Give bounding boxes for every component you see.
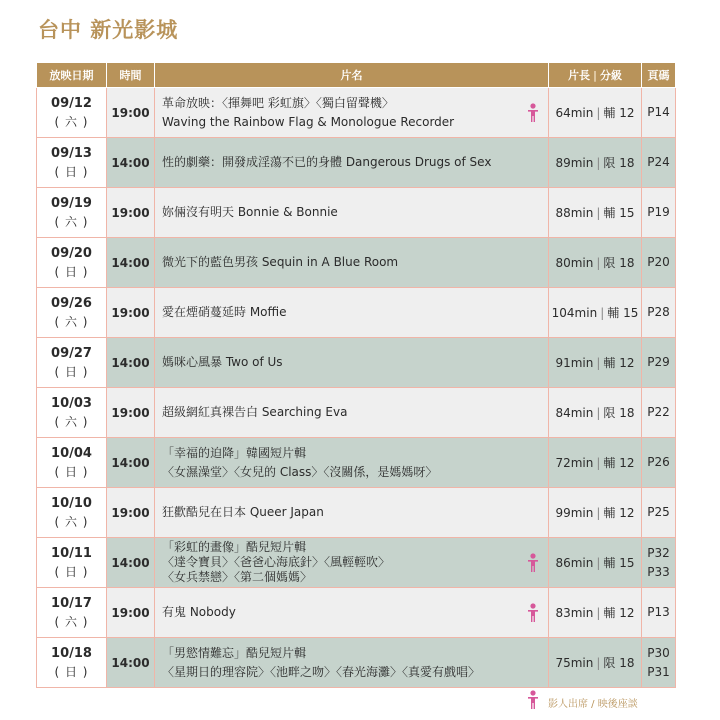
length-rating: 80min | 限 18	[549, 238, 642, 288]
film-title	[155, 138, 549, 188]
table-row	[37, 438, 676, 488]
screening-time: 19:00	[107, 288, 155, 338]
person-icon	[526, 103, 540, 123]
weekday: ( 六 )	[54, 514, 89, 529]
film-title-line: 性的劇藥：開發成淫蕩不已的身體 Dangerous Drugs of Sex	[162, 155, 492, 169]
date-value: 10/11	[51, 545, 92, 561]
film-title-line: 革命放映：〈揮舞吧 彩虹旗〉〈獨白留聲機〉	[162, 95, 394, 110]
weekday: ( 日 )	[54, 364, 89, 379]
screening-date	[37, 488, 107, 538]
page-ref	[642, 138, 676, 188]
film-rating: 輔 12	[603, 106, 635, 120]
length-rating: 84min | 限 18	[549, 388, 642, 438]
person-icon	[526, 553, 540, 573]
table-row	[37, 538, 676, 588]
weekday: ( 日 )	[54, 664, 89, 679]
film-title-line: 有鬼 Nobody	[162, 605, 236, 619]
page-number: P20	[647, 255, 670, 269]
page-ref	[642, 388, 676, 438]
film-title	[155, 638, 549, 688]
weekday: ( 日 )	[54, 164, 89, 179]
page-number: P28	[647, 305, 670, 319]
table-row	[37, 588, 676, 638]
weekday: ( 六 )	[54, 414, 89, 429]
film-length: 64min	[555, 106, 594, 120]
page-number: P26	[647, 455, 670, 469]
page-number: P13	[647, 605, 670, 619]
film-length: 88min	[555, 206, 594, 220]
table-row	[37, 288, 676, 338]
film-title	[155, 538, 549, 588]
length-rating: 88min | 輔 15	[549, 188, 642, 238]
film-title-line: 微光下的藍色男孩 Sequin in A Blue Room	[162, 255, 399, 269]
page-ref	[642, 488, 676, 538]
screening-time: 19:00	[107, 488, 155, 538]
film-rating: 限 18	[603, 656, 635, 670]
page-ref	[642, 588, 676, 638]
film-title-line: 超級網紅真裸告白 Searching Eva	[162, 405, 348, 419]
page-ref	[642, 288, 676, 338]
page-title: 台中 新光影城	[38, 18, 179, 42]
length-rating: 64min | 輔 12	[549, 88, 642, 138]
length-rating: 89min | 限 18	[549, 138, 642, 188]
weekday: ( 六 )	[54, 614, 89, 629]
header-rating: 分級	[600, 69, 623, 82]
table-row	[37, 488, 676, 538]
film-rating: 限 18	[603, 256, 635, 270]
screening-date	[37, 438, 107, 488]
length-rating: 75min | 限 18	[549, 638, 642, 688]
weekday: ( 六 )	[54, 114, 89, 129]
page-number: P25	[647, 505, 670, 519]
screening-time: 14:00	[107, 338, 155, 388]
table-row	[37, 638, 676, 688]
screening-time: 14:00	[107, 438, 155, 488]
film-title	[155, 588, 549, 638]
screening-date	[37, 588, 107, 638]
date-value: 09/12	[51, 95, 92, 111]
page-number: P24	[647, 155, 670, 169]
film-rating: 輔 12	[603, 606, 635, 620]
film-length: 89min	[555, 156, 594, 170]
film-title-line: 「幸福的迫降」韓國短片輯	[162, 445, 307, 460]
film-title	[155, 88, 549, 138]
header-length-rating: 片長 | 分級	[549, 63, 642, 88]
header-date: 放映日期	[37, 63, 107, 88]
film-length: 84min	[555, 406, 594, 420]
film-rating: 輔 15	[603, 556, 635, 570]
page-number: P32	[647, 545, 670, 560]
table-row	[37, 138, 676, 188]
page-ref	[642, 238, 676, 288]
screening-date	[37, 288, 107, 338]
length-rating: 72min | 輔 12	[549, 438, 642, 488]
date-value: 10/04	[51, 445, 92, 461]
film-title	[155, 238, 549, 288]
film-title	[155, 288, 549, 338]
screening-date	[37, 188, 107, 238]
film-rating: 限 18	[603, 406, 635, 420]
length-rating: 99min | 輔 12	[549, 488, 642, 538]
page-number: P29	[647, 355, 670, 369]
page-number: P31	[647, 664, 670, 679]
table-row	[37, 88, 676, 138]
length-rating: 91min | 輔 12	[549, 338, 642, 388]
film-length: 83min	[555, 606, 594, 620]
date-value: 10/03	[51, 395, 92, 411]
film-rating: 輔 15	[603, 206, 635, 220]
film-length: 104min	[551, 306, 598, 320]
date-value: 09/13	[51, 145, 92, 161]
table-row	[37, 338, 676, 388]
film-title-line: 媽咪心風暴 Two of Us	[162, 355, 283, 369]
header-time: 時間	[107, 63, 155, 88]
date-value: 09/20	[51, 245, 92, 261]
film-length: 80min	[555, 256, 594, 270]
page-ref	[642, 88, 676, 138]
screening-date	[37, 238, 107, 288]
film-length: 72min	[555, 456, 594, 470]
person-icon	[526, 690, 540, 710]
page-number: P22	[647, 405, 670, 419]
film-title-line: 〈女兵禁戀〉〈第二個媽媽〉	[162, 570, 313, 584]
weekday: ( 日 )	[54, 464, 89, 479]
film-title	[155, 488, 549, 538]
header-length: 片長	[567, 69, 590, 82]
header-page: 頁碼	[642, 63, 676, 88]
table-row	[37, 238, 676, 288]
page-ref	[642, 538, 676, 588]
weekday: ( 日 )	[54, 564, 89, 579]
screening-date	[37, 88, 107, 138]
screening-time: 19:00	[107, 588, 155, 638]
table-header-row	[37, 63, 676, 88]
film-title-line: 妳倆沒有明天 Bonnie & Bonnie	[162, 205, 338, 219]
page-ref	[642, 638, 676, 688]
film-title-line: 狂歡酷兒在日本 Queer Japan	[162, 505, 324, 519]
header-film: 片名	[155, 63, 549, 88]
page-number: P30	[647, 645, 670, 660]
screening-time: 19:00	[107, 388, 155, 438]
film-rating: 輔 12	[603, 356, 635, 370]
date-value: 09/26	[51, 295, 92, 311]
page-number: P33	[647, 564, 670, 579]
film-rating: 輔 12	[603, 456, 635, 470]
weekday: ( 六 )	[54, 214, 89, 229]
person-icon	[526, 603, 540, 623]
page-number: P19	[647, 205, 670, 219]
legend-text: 影人出席 / 映後座談	[548, 699, 638, 710]
screening-time: 14:00	[107, 538, 155, 588]
screening-time: 14:00	[107, 138, 155, 188]
date-value: 10/18	[51, 645, 92, 661]
film-length: 75min	[555, 656, 594, 670]
screening-time: 19:00	[107, 88, 155, 138]
table-row	[37, 388, 676, 438]
date-value: 09/19	[51, 195, 92, 211]
screening-date	[37, 388, 107, 438]
weekday: ( 日 )	[54, 264, 89, 279]
page-ref	[642, 188, 676, 238]
schedule-table	[36, 62, 676, 688]
film-rating: 限 18	[603, 156, 635, 170]
film-length: 91min	[555, 356, 594, 370]
page-ref	[642, 338, 676, 388]
film-title-line: 「男慾情難忘」酷兒短片輯	[162, 645, 307, 660]
screening-date	[37, 138, 107, 188]
film-title-line: 〈達令寶貝〉〈爸爸心海底針〉〈風輕輕吹〉	[162, 555, 391, 569]
screening-time: 19:00	[107, 188, 155, 238]
date-value: 10/17	[51, 595, 92, 611]
screening-date	[37, 538, 107, 588]
table-row	[37, 188, 676, 238]
date-value: 09/27	[51, 345, 92, 361]
screening-date	[37, 638, 107, 688]
film-title	[155, 438, 549, 488]
screening-time: 14:00	[107, 638, 155, 688]
film-title	[155, 338, 549, 388]
film-title	[155, 388, 549, 438]
page-number: P14	[647, 105, 670, 119]
film-title-line: 愛在煙硝蔓延時 Moffie	[162, 305, 287, 319]
length-rating: 86min | 輔 15	[549, 538, 642, 588]
film-length: 86min	[555, 556, 594, 570]
film-rating: 輔 12	[603, 506, 635, 520]
film-title-line: 〈星期日的理容院〉〈池畔之吻〉〈春光海灘〉〈真愛有戲唱〉	[162, 664, 481, 679]
date-value: 10/10	[51, 495, 92, 511]
screening-time: 14:00	[107, 238, 155, 288]
film-title-line: Waving the Rainbow Flag & Monologue Recorder	[162, 114, 455, 129]
schedule-body	[37, 88, 676, 688]
film-title	[155, 188, 549, 238]
screening-date	[37, 338, 107, 388]
page-ref	[642, 438, 676, 488]
weekday: ( 六 )	[54, 314, 89, 329]
film-rating: 輔 15	[607, 306, 639, 320]
film-title-line: 〈女濕澡堂〉〈女兒的 Class〉〈沒關係，是媽媽呀〉	[162, 464, 438, 479]
length-rating: 104min | 輔 15	[549, 288, 642, 338]
film-length: 99min	[555, 506, 594, 520]
film-title-line: 「彩虹的畫像」酷兒短片輯	[162, 540, 307, 554]
length-rating: 83min | 輔 12	[549, 588, 642, 638]
